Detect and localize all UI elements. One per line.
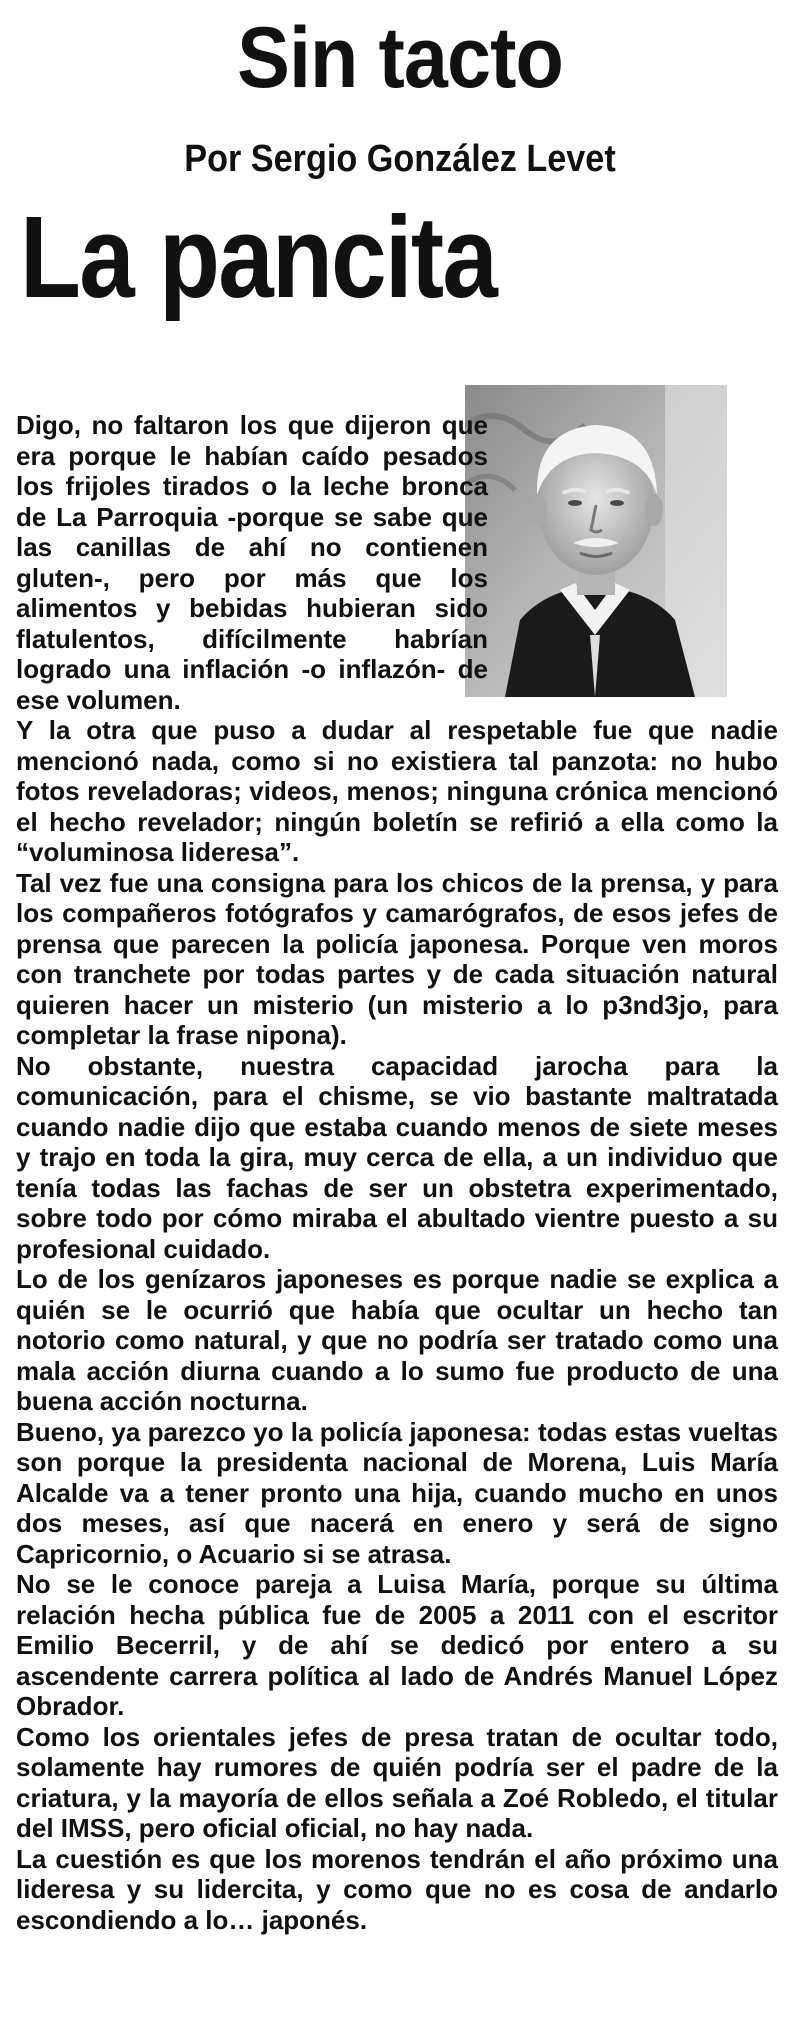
photo-spacer [488, 385, 778, 713]
article-paragraph: Y la otra que puso a dudar al respetable fue que nadie mencionó nada, como si no existiera tal panzota: no hubo fotos reveladoras; videos, menos; ninguna crónica mencionó el hecho revelador; ningún boletín se refirió a ella como la “voluminosa lideresa”. [16, 715, 778, 867]
article-body [16, 410, 778, 1935]
column-title: Sin tacto [237, 10, 563, 106]
article-paragraph: Tal vez fue una consigna para los chicos de la prensa, y para los compañeros fotógrafos y camarógrafos, de esos jefes de prensa que parecen la policía japonesa. Porque ven moros con tranchete por todas partes y de cada situación natural quieren hacer un misterio (un misterio a lo p3nd3jo, para completar la frase nipona). [16, 867, 778, 1050]
article-paragraph: Como los orientales jefes de presa tratan de ocultar todo, solamente hay rumores de quién podría ser el padre de la criatura, y la mayoría de ellos señala a Zoé Robledo, el titular del IMSS, pero oficial oficial, no hay nada. [16, 1721, 778, 1843]
article-paragraph: Bueno, ya parezco yo la policía japonesa: todas estas vueltas son porque la presidenta nacional de Morena, Luis María Alcalde va a tener pronto una hija, cuando mucho en unos dos meses, así que nacerá en enero y será de signo Capricornio, o Acuario si se atrasa. [16, 1416, 778, 1569]
byline: Por Sergio González Levet [184, 138, 616, 180]
article-paragraph: No se le conoce pareja a Luisa María, porque su última relación hecha pública fue de 2005 a 2011 con el escritor Emilio Becerril, y de ahí se dedicó por entero a su ascendente carrera política al lado de Andrés Manuel López Obrador. [16, 1569, 778, 1721]
headline: La pancita [20, 192, 497, 322]
article-paragraph: Lo de los genízaros japoneses es porque nadie se explica a quién se le ocurrió que había que ocultar un hecho tan notorio como natural, y que no podría ser tratado como una mala acción diurna cuando a lo sumo fue producto de una buena acción nocturna. [16, 1264, 778, 1416]
article-paragraph: No obstante, nuestra capacidad jarocha para la comunicación, para el chisme, se vio bastante maltratada cuando nadie dijo que estaba cuando menos de siete meses y trajo en toda la gira, muy cerca de ella, a un individuo que tenía todas las fachas de ser un obstetra experimentado, sobre todo por cómo miraba el abultado vientre puesto a su profesional cuidado. [16, 1050, 778, 1264]
article-paragraph: Digo, no faltaron los que dijeron que era porque le habían caído pesados los frijoles tirados o la leche bronca de La Parroquia -porque se sabe que las canillas de ahí no contienen gluten-, pero por más que los alimentos y bebidas hubieran sido flatulentos, difícilmente habrían logrado una inflación -o inflazón- de ese volumen. [16, 410, 488, 715]
article-paragraph: La cuestión es que los morenos tendrán el año próximo una lideresa y su lidercita, y como que no es cosa de andarlo escondiendo a lo… japonés. [16, 1843, 778, 1935]
